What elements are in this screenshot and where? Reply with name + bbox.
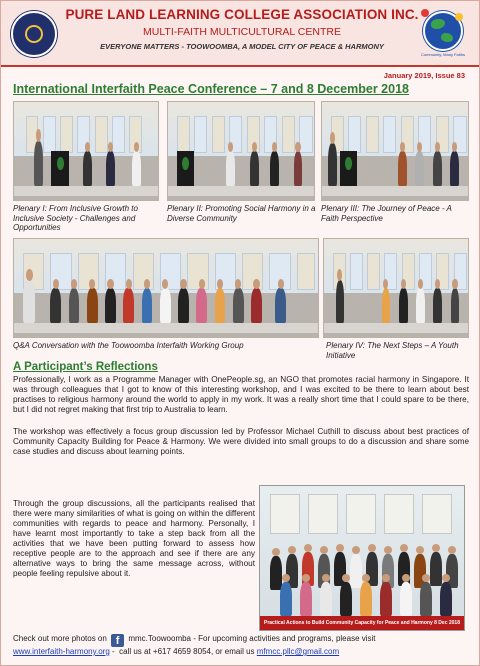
photo-qa-conversation bbox=[13, 238, 319, 338]
reflections-paragraph-3: Through the group discussions, all the participants realised that there were many similarities of what is going on within the different communities with regards to peace and harmony. Personally, I have learnt most importantly to take a step back from all the activities that we have been putting forward to assess how receptive people are to the approach and see if there are any alternative ways to bring the same message across, without people feeling repulsive about it. bbox=[13, 499, 255, 578]
facebook-handle[interactable]: mmc.Toowoomba bbox=[128, 634, 191, 643]
caption-plenary-3: Plenary III: The Journey of Peace - A Faith Perspective bbox=[321, 204, 452, 223]
photo-plenary-4 bbox=[323, 238, 469, 338]
header bbox=[1, 1, 479, 67]
caption-qa: Q&A Conversation with the Toowoomba Interfaith Working Group bbox=[13, 341, 244, 350]
caption-plenary-2: Plenary II: Promoting Social Harmony in a Diverse Community bbox=[167, 204, 316, 223]
facebook-icon[interactable]: f bbox=[111, 634, 124, 647]
photo-plenary-2 bbox=[167, 101, 315, 201]
email-link[interactable]: mfmcc.pllc@gmail.com bbox=[256, 647, 340, 656]
footer-contact-text: - call us at +617 4659 8054, or email us bbox=[109, 647, 257, 656]
org-subtitle: MULTI-FAITH MULTICULTURAL CENTRE bbox=[143, 26, 341, 38]
issue-label: January 2019, Issue 83 bbox=[383, 71, 465, 80]
footer-line-1 bbox=[13, 634, 376, 647]
conference-title: International Interfaith Peace Conference – 7 and 8 December 2018 bbox=[13, 82, 409, 96]
footer-visit-text: - For upcoming activities and programs, please visit bbox=[193, 634, 376, 643]
website-link[interactable]: www.interfaith-harmony.org bbox=[13, 647, 110, 656]
group-photo bbox=[259, 485, 465, 631]
globe-logo bbox=[419, 9, 467, 59]
caption-plenary-4: Plenary IV: The Next Steps – A Youth Initiative bbox=[326, 341, 459, 360]
org-tagline: EVERYONE MATTERS - TOOWOOMBA, A MODEL CITY OF PEACE & HARMONY bbox=[100, 42, 384, 51]
reflections-heading: A Participant’s Reflections bbox=[13, 361, 158, 373]
caption-plenary-1: Plenary I: From Inclusive Growth to Inclusive Society - Challenges and Opportunities bbox=[13, 204, 138, 232]
photo-plenary-3 bbox=[321, 101, 469, 201]
globe-logo-caption: Community, Many Faiths bbox=[421, 52, 465, 57]
footer-photos-text: Check out more photos on bbox=[13, 634, 107, 643]
reflections-paragraph-2: The workshop was effectively a focus group discussion led by Professor Michael Cuthill to discuss about best practices of Community Capacity Building for Peace & Harmony. We were divided into small groups to do a discussion and share some case studies and discuss about learning points. bbox=[13, 427, 469, 456]
footer-line-2 bbox=[13, 647, 339, 656]
org-name: PURE LAND LEARNING COLLEGE ASSOCIATION INC. bbox=[65, 7, 419, 22]
reflections-paragraph-1: Professionally, I work as a Programme Manager with OnePeople.sg, an NGO that promotes racial harmony in Singapore. It was through colleagues that I got to know of this interesting workshop, and I was excited to be there to learn about best practises to religious harmony around the world to apply in my work. It was a really short time that I could spare to be there, but I did not regret making that first trip to Australia to learn. bbox=[13, 375, 469, 414]
pllc-logo bbox=[11, 11, 57, 57]
group-photo-caption: Practical Actions to Build Community Capacity for Peace and Harmony 8 Dec 2018 bbox=[260, 616, 464, 630]
photo-plenary-1 bbox=[13, 101, 159, 201]
